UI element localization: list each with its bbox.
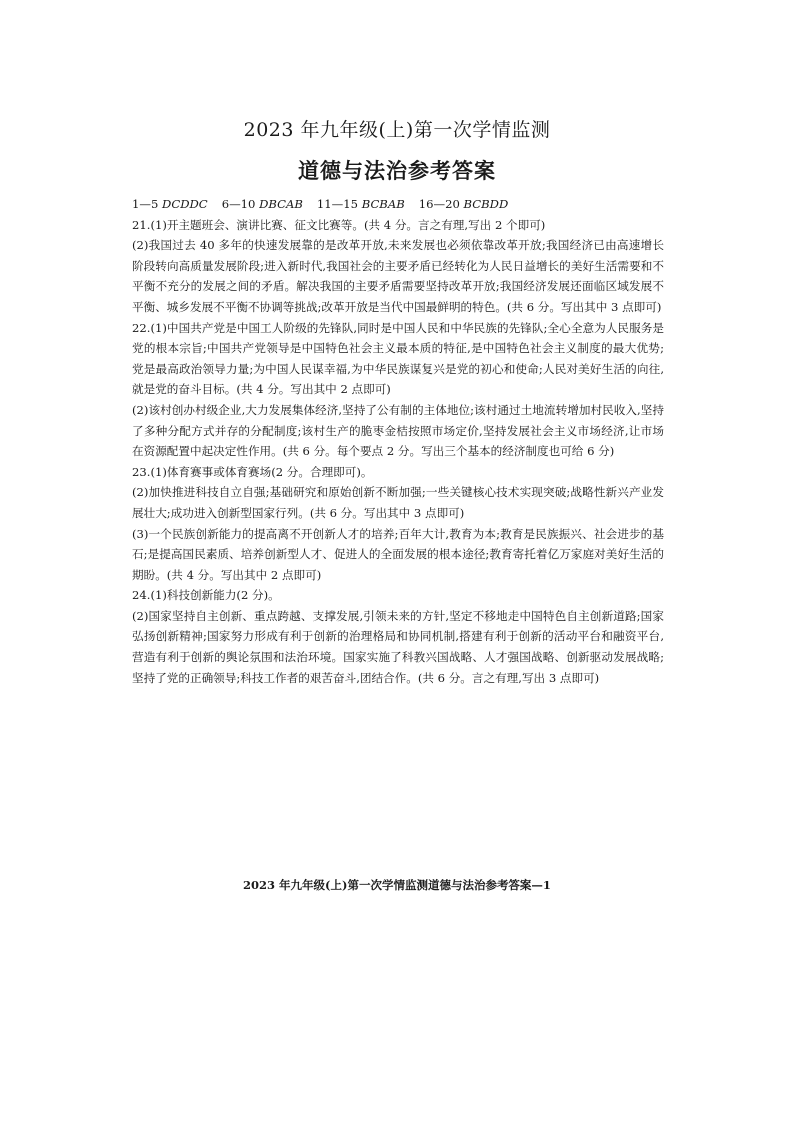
mc-answers: BCBAB: [361, 197, 405, 211]
mc-group: [317, 194, 405, 215]
mc-answers: BCBDD: [463, 197, 509, 211]
answer-paragraph: 24.(1)科技创新能力(2 分)。: [132, 588, 280, 603]
answer-body: [132, 194, 664, 688]
mc-answers: DBCAB: [259, 197, 303, 211]
mc-group: [222, 194, 303, 215]
answer-paragraph: (3)一个民族创新能力的提高离不开创新人才的培养;百年大计,教育为本;教育是民族振兴、社会进步的基石;是提高国民素质、培养创新型人才、促进人的全面发展的根本途径;教育寄托着亿万家庭对美好生活的期盼。(共 4 分。写出其中 2 点即可): [132, 526, 664, 582]
page-footer: 2023 年九年级(上)第一次学情监测道德与法治参考答案—1: [243, 878, 551, 892]
mc-answers: DCDDC: [162, 197, 208, 211]
answer-paragraph: 21.(1)开主题班会、演讲比赛、征文比赛等。(共 4 分。言之有理,写出 2 个即可): [132, 217, 546, 232]
mc-range: 1—5: [132, 197, 159, 211]
answer-paragraph: (2)该村创办村级企业,大力发展集体经济,坚持了公有制的主体地位;该村通过土地流转增加村民收入,坚持了多种分配方式并存的分配制度;该村生产的脆枣金桔按照市场定价,坚持发展社会主义市场经济,让市场在资源配置中起决定性作用。(共 6 分。每个要点 2 分。写出三个基本的经济制度也可给 6 分): [132, 402, 664, 459]
mc-group: [419, 194, 509, 215]
mc-range: 16—20: [418, 197, 460, 211]
mc-range: 11—15: [316, 197, 359, 211]
page-subtitle: 道德与法治参考答案: [298, 158, 496, 183]
multiple-choice-answers: [132, 194, 664, 215]
answer-paragraph: (2)我国过去 40 多年的快速发展靠的是改革开放,未来发展也必须依靠改革开放;我国经济已由高速增长阶段转向高质量发展阶段;进入新时代,我国社会的主要矛盾已经转化为人民日益增长的美好生活需要和不平衡不充分的发展之间的矛盾。解决我国的主要矛盾需要坚持改革开放;我国经济发展还面临区域发展不平衡、城乡发展不平衡不协调等挑战;改革开放是当代中国最鲜明的特色。(共 6 分。写出其中 3 点即可): [132, 238, 664, 314]
mc-group: [132, 194, 208, 215]
answer-paragraph: (2)国家坚持自主创新、重点跨越、支撑发展,引领未来的方针,坚定不移地走中国特色自主创新道路;国家弘扬创新精神;国家努力形成有利于创新的治理格局和协同机制,搭建有利于创新的活动平台和融资平台,营造有利于创新的舆论氛围和法治环境。国家实施了科教兴国战略、人才强国战略、创新驱动发展战略;坚持了党的正确领导;科技工作者的艰苦奋斗,团结合作。(共 6 分。言之有理,写出 3 点即可): [132, 608, 664, 685]
answer-paragraph: 23.(1)体育赛事或体育赛场(2 分。合理即可)。: [132, 464, 373, 479]
answer-paragraph: 22.(1)中国共产党是中国工人阶级的先锋队,同时是中国人民和中华民族的先锋队;全心全意为人民服务是党的根本宗旨;中国共产党领导是中国特色社会主义最本质的特征,是中国特色社会主义制度的最大优势;党是最高政治领导力量;为中国人民谋幸福,为中华民族谋复兴是党的初心和使命;人民对美好生活的向往,就是党的奋斗目标。(共 4 分。写出其中 2 点即可): [132, 320, 664, 397]
answer-paragraph: (2)加快推进科技自立自强;基础研究和原始创新不断加强;一些关键核心技术实现突破;战略性新兴产业发展壮大;成功进入创新型国家行列。(共 6 分。写出其中 3 点即可): [132, 485, 664, 520]
mc-range: 6—10: [221, 197, 256, 211]
page-title: 2023 年九年级(上)第一次学情监测: [243, 119, 551, 141]
